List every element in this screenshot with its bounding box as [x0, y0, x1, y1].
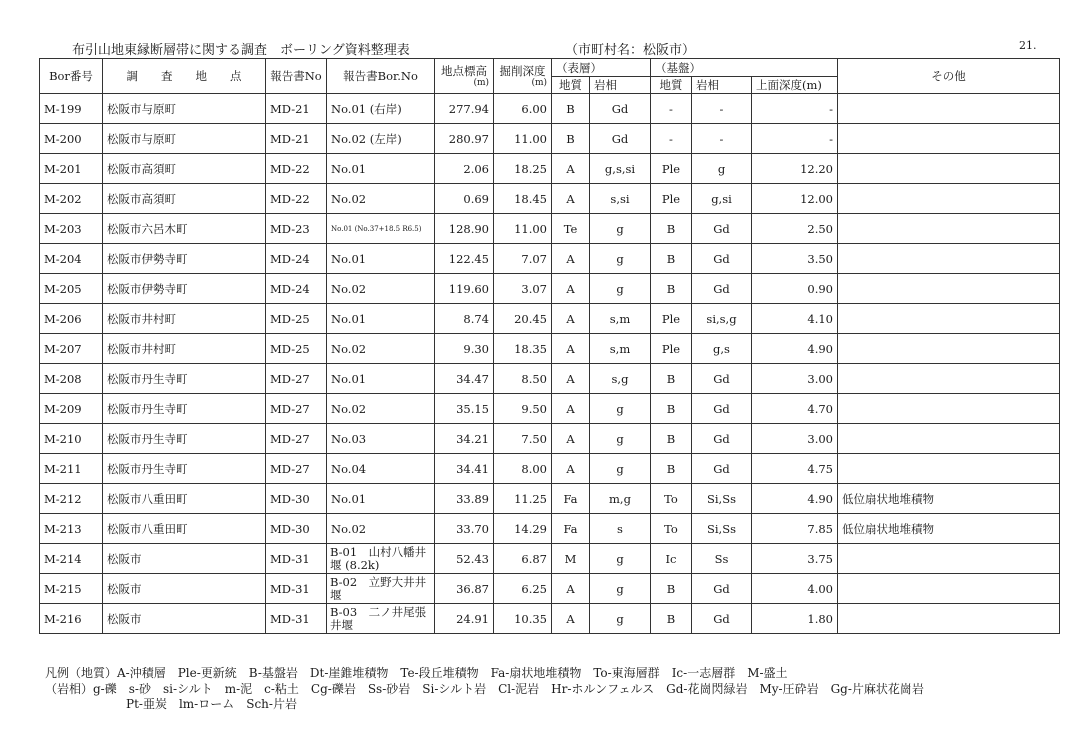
- cell-surface-geology: A: [552, 334, 590, 364]
- cell-location: 松阪市: [103, 604, 266, 634]
- cell-other: [838, 424, 1060, 454]
- cell-top-depth: 4.10: [752, 304, 838, 334]
- cell-surface-geology: A: [552, 454, 590, 484]
- cell-bor-no: M-207: [40, 334, 103, 364]
- cell-surface-lithology: s,m: [590, 334, 651, 364]
- cell-bor-no: M-204: [40, 244, 103, 274]
- cell-elevation: 8.74: [435, 304, 494, 334]
- cell-elevation: 36.87: [435, 574, 494, 604]
- legend-lithology-continued: Pt-亜炭 lm-ローム Sch-片岩: [126, 697, 297, 711]
- cell-surface-lithology: g: [590, 604, 651, 634]
- cell-bor-no: M-216: [40, 604, 103, 634]
- cell-location: 松阪市与原町: [103, 94, 266, 124]
- table-row: [40, 334, 1060, 364]
- cell-report-bor-no: No.02: [327, 274, 435, 304]
- cell-other: [838, 574, 1060, 604]
- cell-basement-geology: B: [651, 244, 692, 274]
- cell-report-no: MD-30: [266, 514, 327, 544]
- cell-basement-geology: Ple: [651, 334, 692, 364]
- cell-bor-no: M-201: [40, 154, 103, 184]
- cell-report-no: MD-27: [266, 424, 327, 454]
- cell-surface-lithology: s,si: [590, 184, 651, 214]
- cell-depth: 9.50: [494, 394, 552, 424]
- header-report-bor-no: 報告書Bor.No: [327, 59, 435, 94]
- cell-surface-lithology: g: [590, 424, 651, 454]
- cell-depth: 11.00: [494, 214, 552, 244]
- table-row: [40, 574, 1060, 604]
- header-depth-unit: (m): [531, 78, 547, 88]
- table-row: [40, 124, 1060, 154]
- cell-report-no: MD-22: [266, 154, 327, 184]
- cell-other: [838, 154, 1060, 184]
- header-bor-no: Bor番号: [40, 59, 103, 94]
- cell-top-depth: 0.90: [752, 274, 838, 304]
- cell-location: 松阪市: [103, 544, 266, 574]
- cell-report-no: MD-27: [266, 394, 327, 424]
- cell-surface-geology: A: [552, 394, 590, 424]
- cell-location: 松阪市: [103, 574, 266, 604]
- cell-depth: 6.00: [494, 94, 552, 124]
- cell-elevation: 280.97: [435, 124, 494, 154]
- cell-top-depth: 1.80: [752, 604, 838, 634]
- table-row: [40, 514, 1060, 544]
- municipality-label: （市町村名：松阪市）: [565, 43, 696, 58]
- cell-basement-geology: B: [651, 274, 692, 304]
- cell-location: 松阪市六呂木町: [103, 214, 266, 244]
- cell-depth: 14.29: [494, 514, 552, 544]
- cell-surface-lithology: g: [590, 574, 651, 604]
- cell-surface-geology: A: [552, 424, 590, 454]
- cell-basement-lithology: g: [692, 154, 752, 184]
- cell-other: [838, 454, 1060, 484]
- cell-top-depth: 4.90: [752, 484, 838, 514]
- cell-basement-geology: Ple: [651, 304, 692, 334]
- cell-depth: 7.07: [494, 244, 552, 274]
- cell-top-depth: 12.00: [752, 184, 838, 214]
- cell-other: [838, 544, 1060, 574]
- cell-bor-no: M-208: [40, 364, 103, 394]
- header-depth-label: 掘削深度: [499, 64, 546, 78]
- cell-report-bor-no: No.02: [327, 394, 435, 424]
- cell-surface-lithology: Gd: [590, 124, 651, 154]
- cell-depth: 18.35: [494, 334, 552, 364]
- cell-basement-geology: Ple: [651, 184, 692, 214]
- cell-report-bor-no: No.02: [327, 514, 435, 544]
- cell-other: 低位扇状地堆積物: [838, 514, 1060, 544]
- cell-location: 松阪市八重田町: [103, 484, 266, 514]
- cell-surface-lithology: m,g: [590, 484, 651, 514]
- cell-surface-lithology: g: [590, 394, 651, 424]
- cell-report-bor-no: No.02 (左岸): [327, 124, 435, 154]
- cell-elevation: 2.06: [435, 154, 494, 184]
- cell-elevation: 119.60: [435, 274, 494, 304]
- cell-surface-lithology: Gd: [590, 94, 651, 124]
- cell-other: [838, 604, 1060, 634]
- cell-depth: 6.87: [494, 544, 552, 574]
- cell-surface-lithology: g,s,si: [590, 154, 651, 184]
- cell-basement-lithology: Gd: [692, 604, 752, 634]
- cell-location: 松阪市丹生寺町: [103, 364, 266, 394]
- header-location: 調 査 地 点: [103, 59, 266, 94]
- header-basement-lithology: 岩相: [692, 77, 752, 94]
- cell-surface-geology: Fa: [552, 514, 590, 544]
- cell-basement-lithology: Gd: [692, 394, 752, 424]
- cell-surface-geology: A: [552, 154, 590, 184]
- cell-surface-geology: A: [552, 304, 590, 334]
- cell-top-depth: 3.75: [752, 544, 838, 574]
- cell-other: [838, 214, 1060, 244]
- cell-basement-lithology: Gd: [692, 574, 752, 604]
- cell-other: [838, 94, 1060, 124]
- cell-elevation: 24.91: [435, 604, 494, 634]
- page-number: 21.: [1019, 39, 1037, 52]
- header-surface-geology: 地質: [552, 77, 590, 94]
- header-top-depth: 上面深度(m): [752, 77, 838, 94]
- cell-other: [838, 184, 1060, 214]
- cell-report-bor-no: B-03 二ノ井尾張井堰: [327, 604, 435, 634]
- cell-elevation: 33.70: [435, 514, 494, 544]
- table-row: [40, 454, 1060, 484]
- cell-report-bor-no: B-02 立野大井井堰: [327, 574, 435, 604]
- cell-basement-lithology: Gd: [692, 274, 752, 304]
- table-row: [40, 244, 1060, 274]
- cell-report-bor-no: No.01: [327, 364, 435, 394]
- cell-top-depth: 3.00: [752, 364, 838, 394]
- cell-basement-lithology: si,s,g: [692, 304, 752, 334]
- cell-basement-geology: B: [651, 574, 692, 604]
- header-depth: [494, 59, 552, 94]
- cell-depth: 6.25: [494, 574, 552, 604]
- cell-location: 松阪市井村町: [103, 304, 266, 334]
- cell-bor-no: M-206: [40, 304, 103, 334]
- header-elevation-label: 地点標高: [441, 64, 487, 78]
- cell-location: 松阪市丹生寺町: [103, 394, 266, 424]
- cell-basement-geology: -: [651, 94, 692, 124]
- cell-bor-no: M-205: [40, 274, 103, 304]
- cell-basement-lithology: g,si: [692, 184, 752, 214]
- header-elevation: [435, 59, 494, 94]
- cell-other: [838, 304, 1060, 334]
- header-surface-lithology: 岩相: [590, 77, 651, 94]
- cell-surface-geology: A: [552, 604, 590, 634]
- cell-location: 松阪市丹生寺町: [103, 424, 266, 454]
- cell-surface-geology: B: [552, 124, 590, 154]
- cell-basement-geology: B: [651, 214, 692, 244]
- cell-surface-geology: A: [552, 574, 590, 604]
- document-title: 布引山地東縁断層帯に関する調査 ボーリング資料整理表: [72, 43, 410, 58]
- cell-top-depth: 4.75: [752, 454, 838, 484]
- cell-report-bor-no: B-01 山村八幡井堰 (8.2k): [327, 544, 435, 574]
- cell-elevation: 52.43: [435, 544, 494, 574]
- cell-report-no: MD-31: [266, 574, 327, 604]
- legend-lithology: （岩相）g-礫 s-砂 si-シルト m-泥 c-粘土 Cg-礫岩 Ss-砂岩 Si-シルト岩 Cl-泥岩 Hr-ホルンフェルス Gd-花崗閃緑岩 My-圧砕岩 Gg-片麻状花崗岩: [45, 682, 924, 696]
- table-row: [40, 274, 1060, 304]
- cell-basement-geology: B: [651, 454, 692, 484]
- cell-elevation: 35.15: [435, 394, 494, 424]
- cell-basement-lithology: Gd: [692, 244, 752, 274]
- cell-surface-lithology: g: [590, 244, 651, 274]
- cell-surface-geology: M: [552, 544, 590, 574]
- cell-basement-lithology: Gd: [692, 214, 752, 244]
- cell-report-no: MD-23: [266, 214, 327, 244]
- cell-basement-lithology: Si,Ss: [692, 514, 752, 544]
- cell-report-no: MD-24: [266, 244, 327, 274]
- cell-basement-lithology: Gd: [692, 454, 752, 484]
- cell-bor-no: M-202: [40, 184, 103, 214]
- cell-elevation: 122.45: [435, 244, 494, 274]
- cell-surface-lithology: s: [590, 514, 651, 544]
- cell-basement-lithology: Si,Ss: [692, 484, 752, 514]
- cell-basement-geology: -: [651, 124, 692, 154]
- header-other: その他: [838, 59, 1060, 94]
- cell-depth: 3.07: [494, 274, 552, 304]
- cell-report-bor-no: No.01: [327, 304, 435, 334]
- cell-basement-geology: Ic: [651, 544, 692, 574]
- cell-depth: 18.25: [494, 154, 552, 184]
- header-report-no: 報告書No: [266, 59, 327, 94]
- cell-surface-geology: A: [552, 184, 590, 214]
- cell-report-bor-no: No.03: [327, 424, 435, 454]
- cell-location: 松阪市高須町: [103, 154, 266, 184]
- cell-depth: 20.45: [494, 304, 552, 334]
- cell-top-depth: 3.50: [752, 244, 838, 274]
- cell-elevation: 128.90: [435, 214, 494, 244]
- cell-surface-geology: A: [552, 244, 590, 274]
- cell-basement-lithology: -: [692, 124, 752, 154]
- table-row: [40, 154, 1060, 184]
- cell-surface-lithology: g: [590, 454, 651, 484]
- cell-depth: 8.50: [494, 364, 552, 394]
- cell-basement-lithology: Gd: [692, 364, 752, 394]
- cell-report-no: MD-27: [266, 364, 327, 394]
- cell-other: [838, 274, 1060, 304]
- cell-bor-no: M-200: [40, 124, 103, 154]
- cell-top-depth: 12.20: [752, 154, 838, 184]
- cell-elevation: 9.30: [435, 334, 494, 364]
- cell-report-no: MD-21: [266, 124, 327, 154]
- header-basement-geology: 地質: [651, 77, 692, 94]
- cell-other: [838, 124, 1060, 154]
- cell-report-bor-no: No.01: [327, 154, 435, 184]
- cell-top-depth: -: [752, 124, 838, 154]
- cell-basement-geology: To: [651, 484, 692, 514]
- cell-other: [838, 334, 1060, 364]
- cell-bor-no: M-215: [40, 574, 103, 604]
- cell-surface-lithology: g: [590, 214, 651, 244]
- cell-bor-no: M-203: [40, 214, 103, 244]
- cell-bor-no: M-213: [40, 514, 103, 544]
- cell-depth: 18.45: [494, 184, 552, 214]
- cell-bor-no: M-211: [40, 454, 103, 484]
- cell-bor-no: M-209: [40, 394, 103, 424]
- cell-report-no: MD-31: [266, 544, 327, 574]
- cell-location: 松阪市伊勢寺町: [103, 244, 266, 274]
- cell-elevation: 34.41: [435, 454, 494, 484]
- table-row: [40, 214, 1060, 244]
- table-row: [40, 424, 1060, 454]
- cell-report-bor-no: No.01: [327, 244, 435, 274]
- cell-other: [838, 394, 1060, 424]
- table-row: [40, 484, 1060, 514]
- legend-geology: 凡例（地質）A-沖積層 Ple-更新統 B-基盤岩 Dt-崖錐堆積物 Te-段丘堆積物 Fa-扇状地堆積物 To-東海層群 Ic-一志層群 M-盛土: [45, 666, 788, 680]
- cell-depth: 10.35: [494, 604, 552, 634]
- cell-bor-no: M-214: [40, 544, 103, 574]
- cell-other: [838, 244, 1060, 274]
- cell-report-bor-no: No.01: [327, 484, 435, 514]
- cell-top-depth: -: [752, 94, 838, 124]
- cell-report-no: MD-31: [266, 604, 327, 634]
- table-row: [40, 184, 1060, 214]
- cell-basement-geology: B: [651, 394, 692, 424]
- cell-bor-no: M-210: [40, 424, 103, 454]
- cell-basement-lithology: -: [692, 94, 752, 124]
- cell-surface-lithology: g: [590, 544, 651, 574]
- cell-elevation: 34.21: [435, 424, 494, 454]
- cell-top-depth: 3.00: [752, 424, 838, 454]
- cell-report-no: MD-27: [266, 454, 327, 484]
- cell-elevation: 33.89: [435, 484, 494, 514]
- cell-top-depth: 7.85: [752, 514, 838, 544]
- header-surface-group: （表層）: [552, 59, 651, 77]
- cell-bor-no: M-199: [40, 94, 103, 124]
- cell-report-bor-no: No.01 (右岸): [327, 94, 435, 124]
- table-row: [40, 394, 1060, 424]
- cell-report-bor-no: No.01 (No.37+18.5 R6.5): [327, 214, 435, 244]
- cell-basement-lithology: Gd: [692, 424, 752, 454]
- cell-surface-geology: B: [552, 94, 590, 124]
- cell-basement-lithology: g,s: [692, 334, 752, 364]
- table-row: [40, 604, 1060, 634]
- cell-surface-geology: A: [552, 364, 590, 394]
- table-row: [40, 94, 1060, 124]
- cell-basement-geology: B: [651, 424, 692, 454]
- cell-location: 松阪市井村町: [103, 334, 266, 364]
- table-row: [40, 544, 1060, 574]
- cell-report-bor-no: No.02: [327, 184, 435, 214]
- cell-elevation: 277.94: [435, 94, 494, 124]
- cell-report-bor-no: No.02: [327, 334, 435, 364]
- cell-report-bor-no: No.04: [327, 454, 435, 484]
- cell-depth: 11.00: [494, 124, 552, 154]
- cell-surface-lithology: g: [590, 274, 651, 304]
- cell-surface-geology: A: [552, 274, 590, 304]
- cell-other: [838, 364, 1060, 394]
- cell-location: 松阪市丹生寺町: [103, 454, 266, 484]
- cell-top-depth: 2.50: [752, 214, 838, 244]
- cell-report-no: MD-24: [266, 274, 327, 304]
- cell-depth: 8.00: [494, 454, 552, 484]
- cell-location: 松阪市高須町: [103, 184, 266, 214]
- header-basement-group: （基盤）: [651, 59, 838, 77]
- cell-top-depth: 4.90: [752, 334, 838, 364]
- cell-location: 松阪市伊勢寺町: [103, 274, 266, 304]
- cell-surface-lithology: s,g: [590, 364, 651, 394]
- cell-report-no: MD-30: [266, 484, 327, 514]
- cell-surface-geology: Te: [552, 214, 590, 244]
- cell-depth: 7.50: [494, 424, 552, 454]
- cell-basement-geology: B: [651, 364, 692, 394]
- table-row: [40, 304, 1060, 334]
- cell-depth: 11.25: [494, 484, 552, 514]
- cell-report-no: MD-25: [266, 304, 327, 334]
- cell-basement-geology: Ple: [651, 154, 692, 184]
- table-row: [40, 364, 1060, 394]
- cell-surface-geology: Fa: [552, 484, 590, 514]
- boring-data-table: [39, 58, 1060, 634]
- header-elevation-unit: (m): [473, 78, 489, 88]
- cell-bor-no: M-212: [40, 484, 103, 514]
- cell-report-no: MD-22: [266, 184, 327, 214]
- cell-surface-lithology: s,m: [590, 304, 651, 334]
- cell-top-depth: 4.70: [752, 394, 838, 424]
- cell-location: 松阪市与原町: [103, 124, 266, 154]
- cell-location: 松阪市八重田町: [103, 514, 266, 544]
- cell-other: 低位扇状地堆積物: [838, 484, 1060, 514]
- cell-report-no: MD-21: [266, 94, 327, 124]
- cell-basement-geology: B: [651, 604, 692, 634]
- cell-report-no: MD-25: [266, 334, 327, 364]
- cell-basement-lithology: Ss: [692, 544, 752, 574]
- cell-top-depth: 4.00: [752, 574, 838, 604]
- cell-elevation: 0.69: [435, 184, 494, 214]
- cell-elevation: 34.47: [435, 364, 494, 394]
- cell-basement-geology: To: [651, 514, 692, 544]
